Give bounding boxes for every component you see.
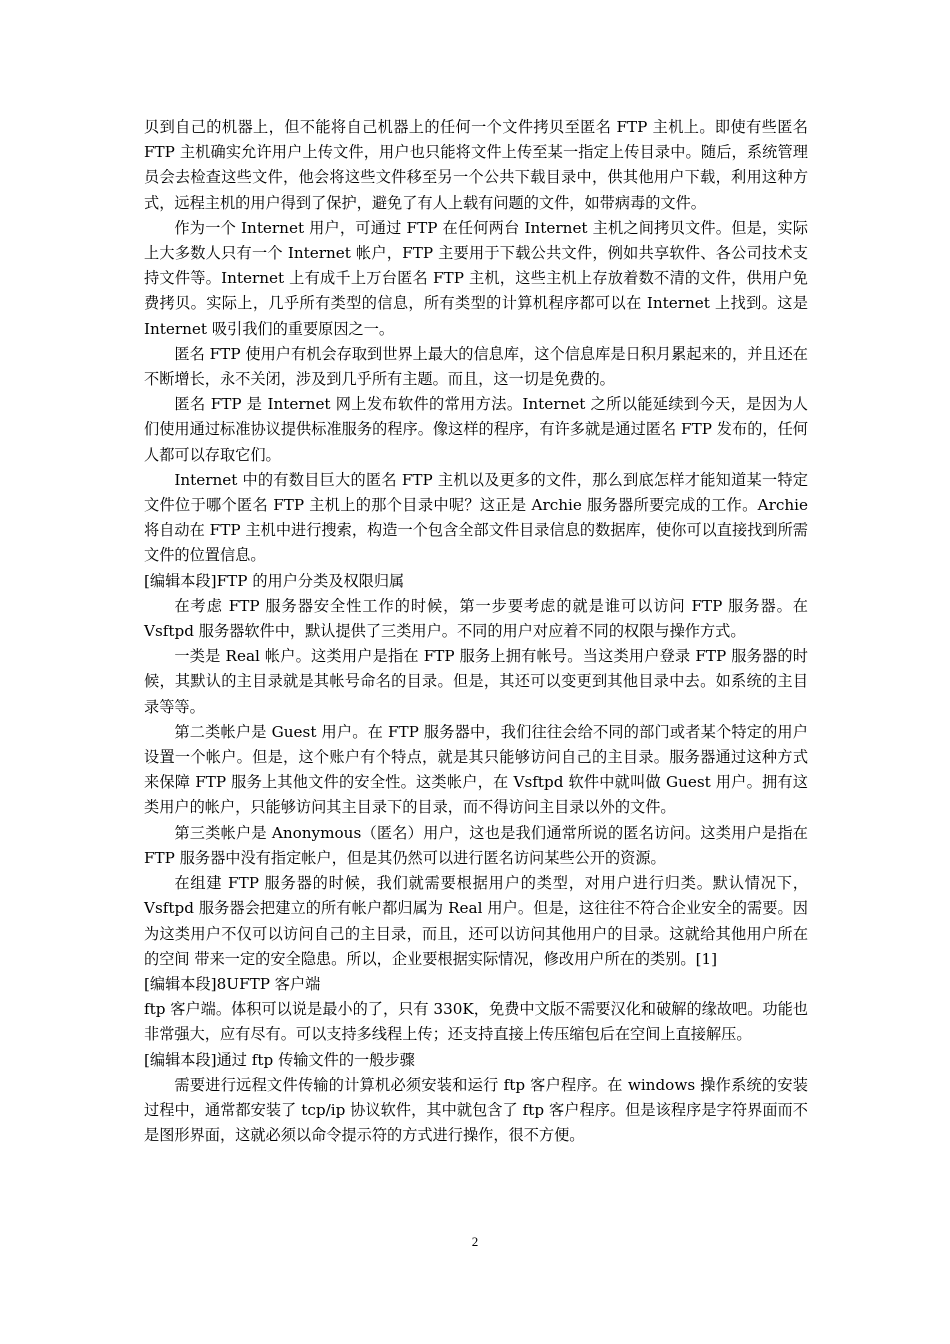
paragraph-archie-server: Internet 中的有数目巨大的匿名 FTP 主机以及更多的文件，那么到底怎样才能知道某一特定文件位于哪个匿名 FTP 主机上的那个目录中呢？这正是 Archie 服务器所要完成的工作。Archie 将自动在 FTP 主机中进行搜索，构造一个包含全部文件目录信息的数据库，使你可以直接找到所需文件的位置信息。 [144, 470, 808, 565]
paragraph-real-account: 一类是 Real 帐户。这类用户是指在 FTP 服务上拥有帐号。当这类用户登录 FTP 服务器的时候，其默认的主目录就是其帐号命名的目录。但是，其还可以变更到其他目录中去。如系统的主目录等等。 [144, 647, 808, 716]
document-body [144, 115, 808, 1148]
paragraph-8uftp-description: ftp 客户端。体积可以说是最小的了，只有 330K，免费中文版不需要汉化和破解的缘故吧。功能也非常强大，应有尽有。可以支持多线程上传；还支持直接上传压缩包后在空间上直接解压。 [144, 1000, 808, 1044]
section-heading-ftp-transfer-steps: [编辑本段]通过 ftp 传输文件的一般步骤 [144, 1050, 415, 1069]
section-heading-8uftp-client: [编辑本段]8UFTP 客户端 [144, 974, 321, 993]
paragraph-anonymous-ftp-upload: 贝到自己的机器上，但不能将自己机器上的任何一个文件拷贝至匿名 FTP 主机上。即使有些匿名 FTP 主机确实允许用户上传文件，用户也只能将文件上传至某一指定上传目录中。随后，系统管理员会去检查这些文件，他会将这些文件移至另一个公共下载目录中，供其他用户下载，利用这种方式，远程主机的用户得到了保护，避免了有人上载有问题的文件，如带病毒的文件。 [144, 118, 808, 212]
paragraph-guest-account: 第二类帐户是 Guest 用户。在 FTP 服务器中，我们往往会给不同的部门或者某个特定的用户设置一个帐户。但是，这个账户有个特点，就是其只能够访问自己的主目录。服务器通过这种方式来保障 FTP 服务上其他文件的安全性。这类帐户，在 Vsftpd 软件中就叫做 Guest 用户。拥有这类用户的帐户，只能够访问其主目录下的目录，而不得访问主目录以外的文件。 [144, 722, 808, 817]
paragraph-anonymous-account: 第三类帐户是 Anonymous（匿名）用户，这也是我们通常所说的匿名访问。这类用户是指在 FTP 服务器中没有指定帐户，但是其仍然可以进行匿名访问某些公开的资源。 [144, 823, 808, 867]
paragraph-ftp-security: 在考虑 FTP 服务器安全性工作的时候，第一步要考虑的就是谁可以访问 FTP 服务器。在 Vsftpd 服务器软件中，默认提供了三类用户。不同的用户对应着不同的权限与操作方式。 [144, 596, 808, 641]
paragraph-ftp-client-program: 需要进行远程文件传输的计算机必须安装和运行 ftp 客户程序。在 windows 操作系统的安装过程中，通常都安装了 tcp/ip 协议软件，其中就包含了 ftp 客户程序。但是该程序是字符界面而不是图形界面，这就必须以命令提示符的方式进行操作，很不方便。 [144, 1075, 808, 1145]
section-heading-user-classes: [编辑本段]FTP 的用户分类及权限归属 [144, 571, 405, 590]
paragraph-user-classification: 在组建 FTP 服务器的时候，我们就需要根据用户的类型，对用户进行归类。默认情况下，Vsftpd 服务器会把建立的所有帐户都归属为 Real 用户。但是，这往往不符合企业安全的需要。因为这类用户不仅可以访问自己的主目录，而且，还可以访问其他用户的目录。这就给其他用户所在的空间 带来一定的安全隐患。所以，企业要根据实际情况，修改用户所在的类别。[1] [144, 874, 808, 968]
paragraph-software-distribution: 匿名 FTP 是 Internet 网上发布软件的常用方法。Internet 之所以能延续到今天，是因为人们使用通过标准协议提供标准服务的程序。像这样的程序，有许多就是通过匿名 FTP 发布的，任何人都可以存取它们。 [144, 395, 808, 464]
page-number: 2 [471, 1234, 479, 1249]
paragraph-internet-user-ftp: 作为一个 Internet 用户，可通过 FTP 在任何两台 Internet 主机之间拷贝文件。但是，实际上大多数人只有一个 Internet 帐户，FTP 主要用于下载公共文件，例如共享软件、各公司技术支持文件等。Internet 上有成千上万台匿名 FTP 主机，这些主机上存放着数不清的文件，供用户免费拷贝。实际上，几乎所有类型的信息，所有类型的计算机程序都可以在 Internet 上找到。这是 Internet 吸引我们的重要原因之一。 [144, 218, 808, 338]
paragraph-information-library: 匿名 FTP 使用户有机会存取到世界上最大的信息库，这个信息库是日积月累起来的，并且还在不断增长，永不关闭，涉及到几乎所有主题。而且，这一切是免费的。 [144, 344, 808, 389]
